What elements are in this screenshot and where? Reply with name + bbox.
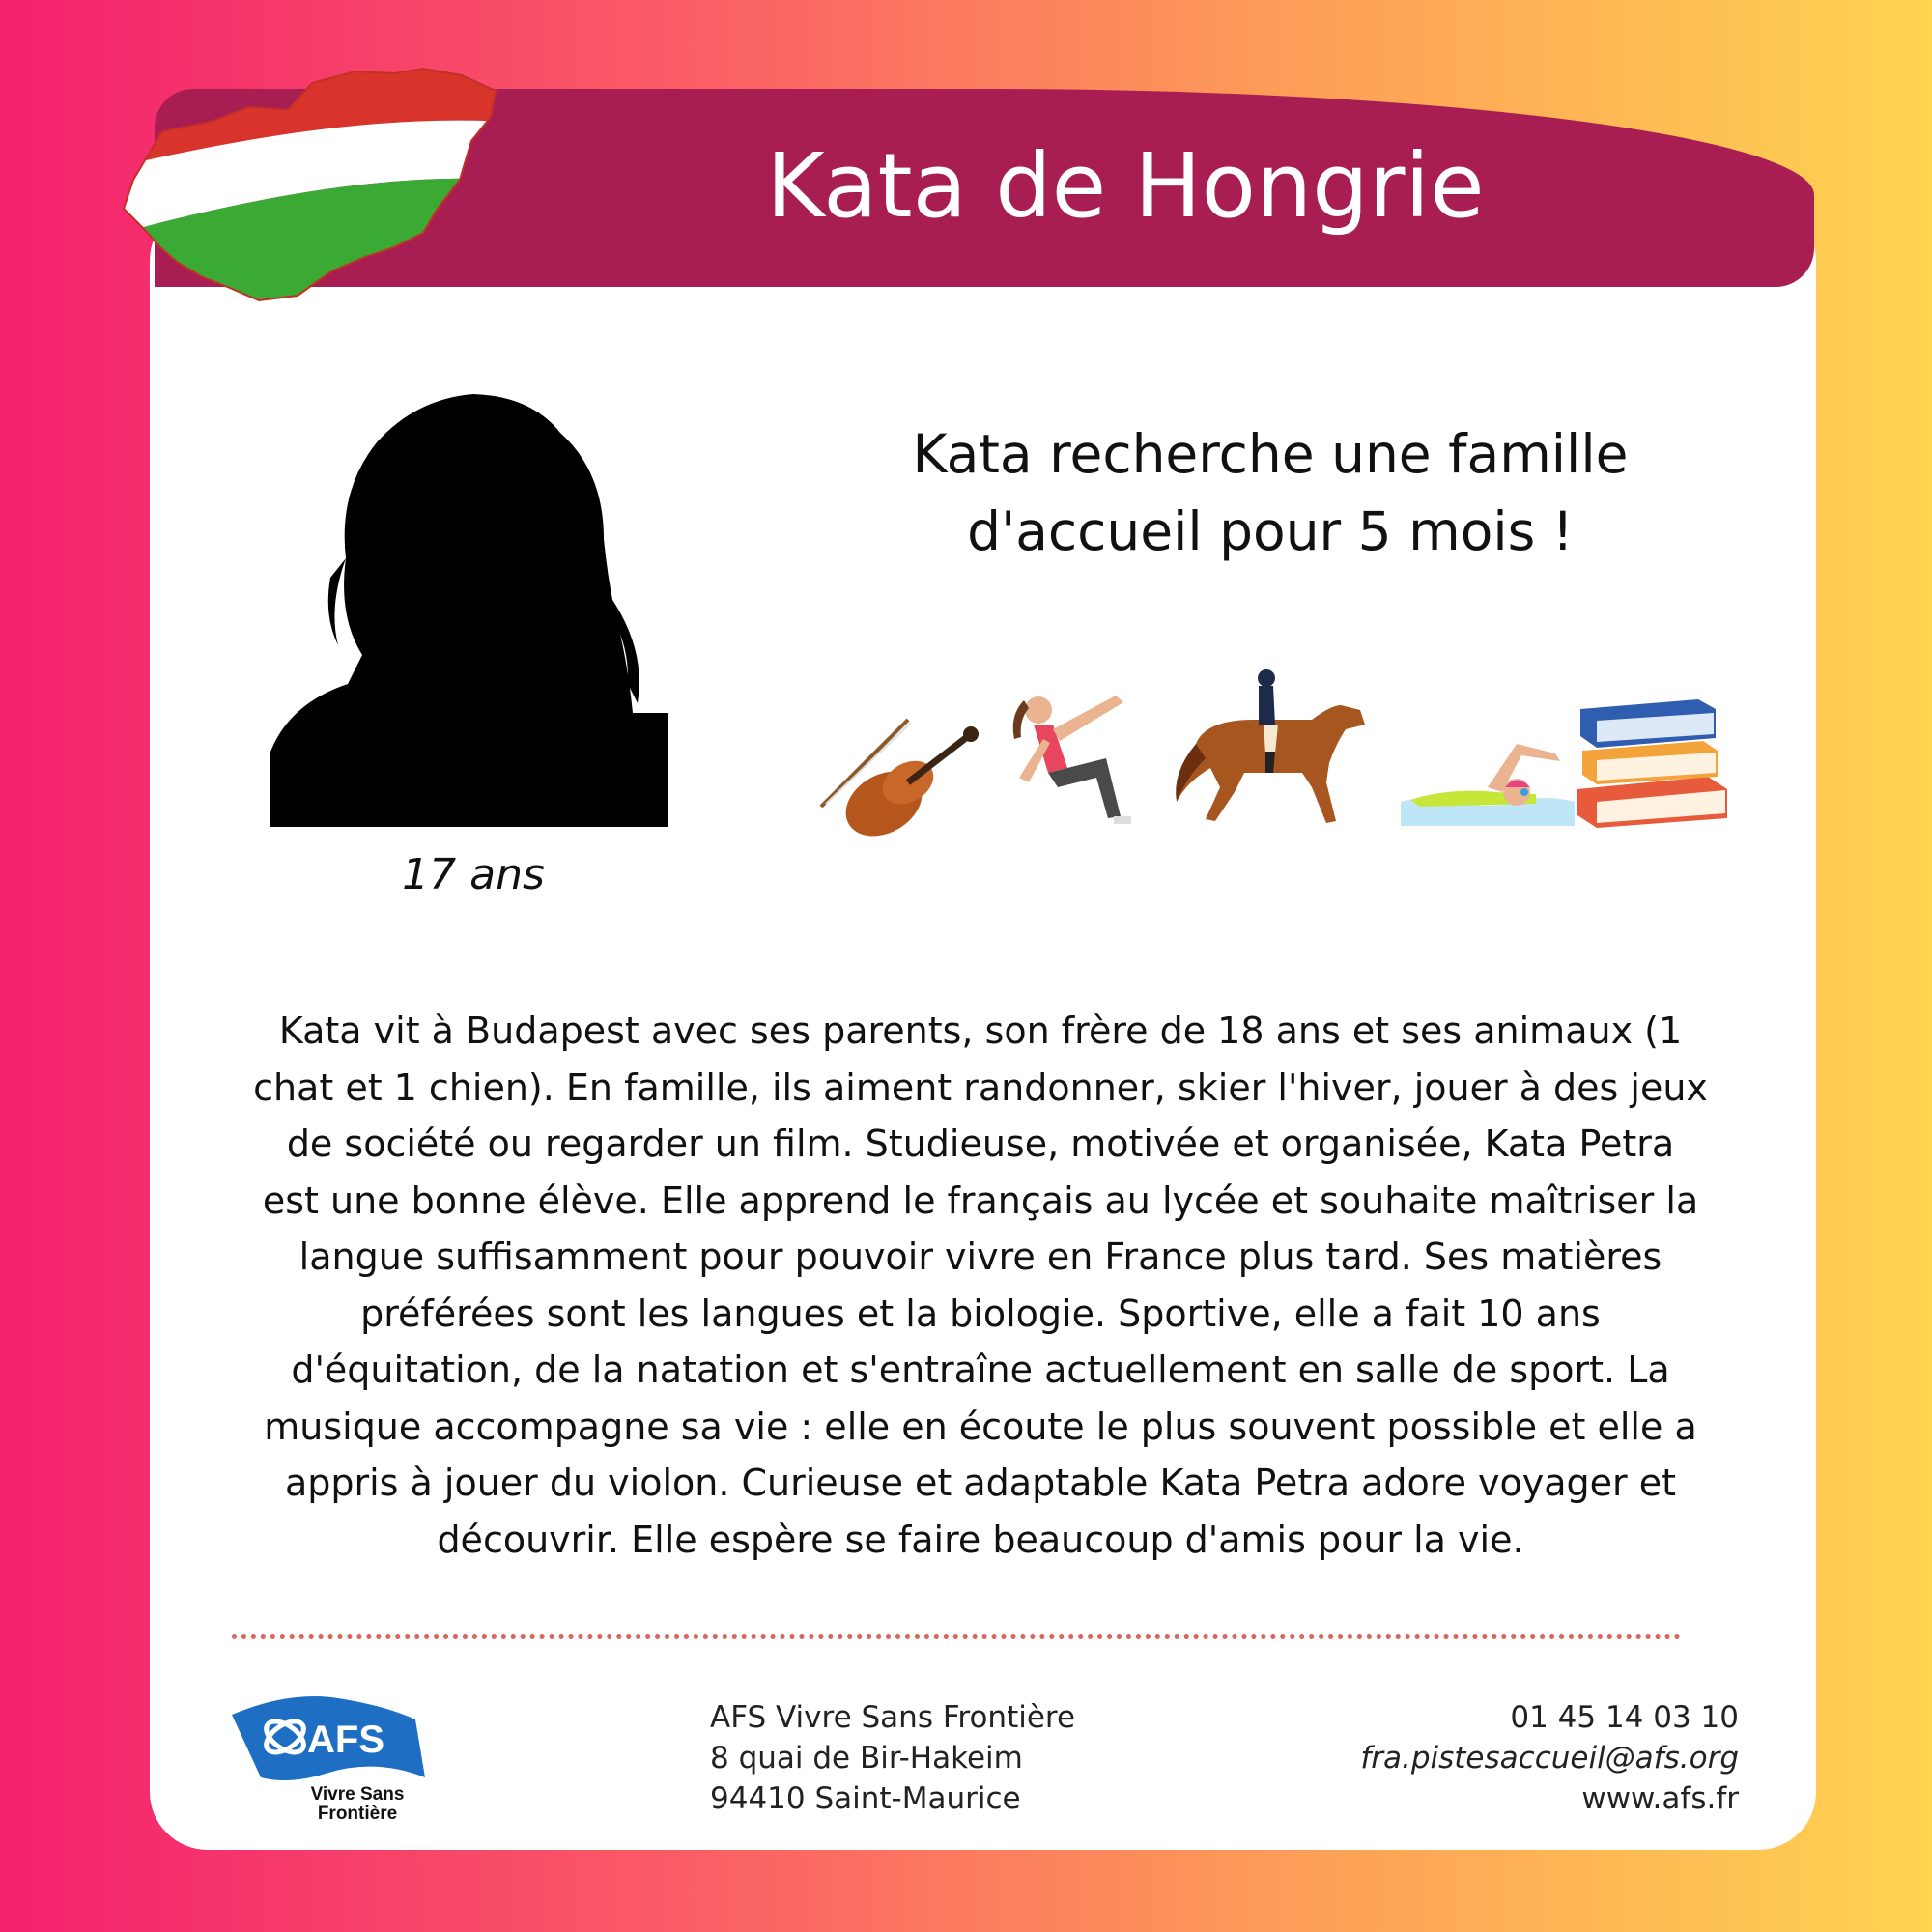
- address-line-1: AFS Vivre Sans Frontière: [710, 1700, 1076, 1735]
- description-line: langue suffisamment pour pouvoir vivre en France plus tard. Ses matières: [298, 1236, 1662, 1278]
- address-line-2: 8 quai de Bir-Hakeim: [710, 1741, 1023, 1776]
- profile-silhouette-image: [270, 394, 668, 827]
- afs-logo-subtitle-line-1: Vivre Sans: [310, 1784, 405, 1804]
- age-label: 17 ans: [402, 850, 545, 899]
- description-line: découvrir. Elle espère se faire beaucoup d'amis pour la vie.: [437, 1518, 1524, 1561]
- description-line: de société ou regarder un film. Studieuse, motivée et organisée, Kata Petra: [286, 1122, 1675, 1165]
- books-icon: [1573, 697, 1732, 828]
- email-address: fra.pistesaccueil@afs.org: [1360, 1741, 1739, 1776]
- violin-icon: [816, 715, 985, 840]
- description: [193, 1003, 1768, 1568]
- hungary-flag-map-icon: [104, 64, 505, 315]
- postal-address: [710, 1697, 1075, 1819]
- description-line: musique accompagne sa vie : elle en écoute le plus souvent possible et elle a: [264, 1405, 1697, 1448]
- headline: [831, 415, 1710, 570]
- contact-info: [1360, 1697, 1739, 1819]
- headline-line-2: d'accueil pour 5 mois !: [967, 500, 1574, 562]
- description-line: est une bonne élève. Elle apprend le français au lycée et souhaite maîtriser la: [262, 1179, 1699, 1222]
- swimming-icon: [1401, 734, 1575, 826]
- address-line-3: 94410 Saint-Maurice: [710, 1781, 1021, 1816]
- afs-logo-text: AFS: [307, 1719, 384, 1761]
- afs-logo-subtitle: [280, 1785, 435, 1824]
- description-line: chat et 1 chien). En famille, ils aiment randonner, skier l'hiver, jouer à des jeux: [253, 1065, 1708, 1109]
- description-line: appris à jouer du violon. Curieuse et adaptable Kata Petra adore voyager et: [284, 1462, 1677, 1504]
- yoga-icon: [1000, 681, 1145, 831]
- phone-number: 01 45 14 03 10: [1510, 1700, 1739, 1735]
- description-line: Kata vit à Budapest avec ses parents, son frère de 18 ans et ses animaux (1: [278, 1009, 1683, 1052]
- headline-line-1: Kata recherche une famille: [912, 423, 1629, 485]
- description-line: d'équitation, de la natation et s'entraîne actuellement en salle de sport. La: [291, 1349, 1670, 1391]
- afs-logo-subtitle-line-2: Frontière: [317, 1804, 398, 1824]
- page-title: Kata de Hongrie: [766, 134, 1485, 238]
- divider: [232, 1634, 1681, 1639]
- website-link: www.afs.fr: [1581, 1781, 1739, 1816]
- description-line: préférées sont les langues et la biologie. Sportive, elle a fait 10 ans: [360, 1292, 1601, 1335]
- horse-riding-icon: [1167, 667, 1375, 831]
